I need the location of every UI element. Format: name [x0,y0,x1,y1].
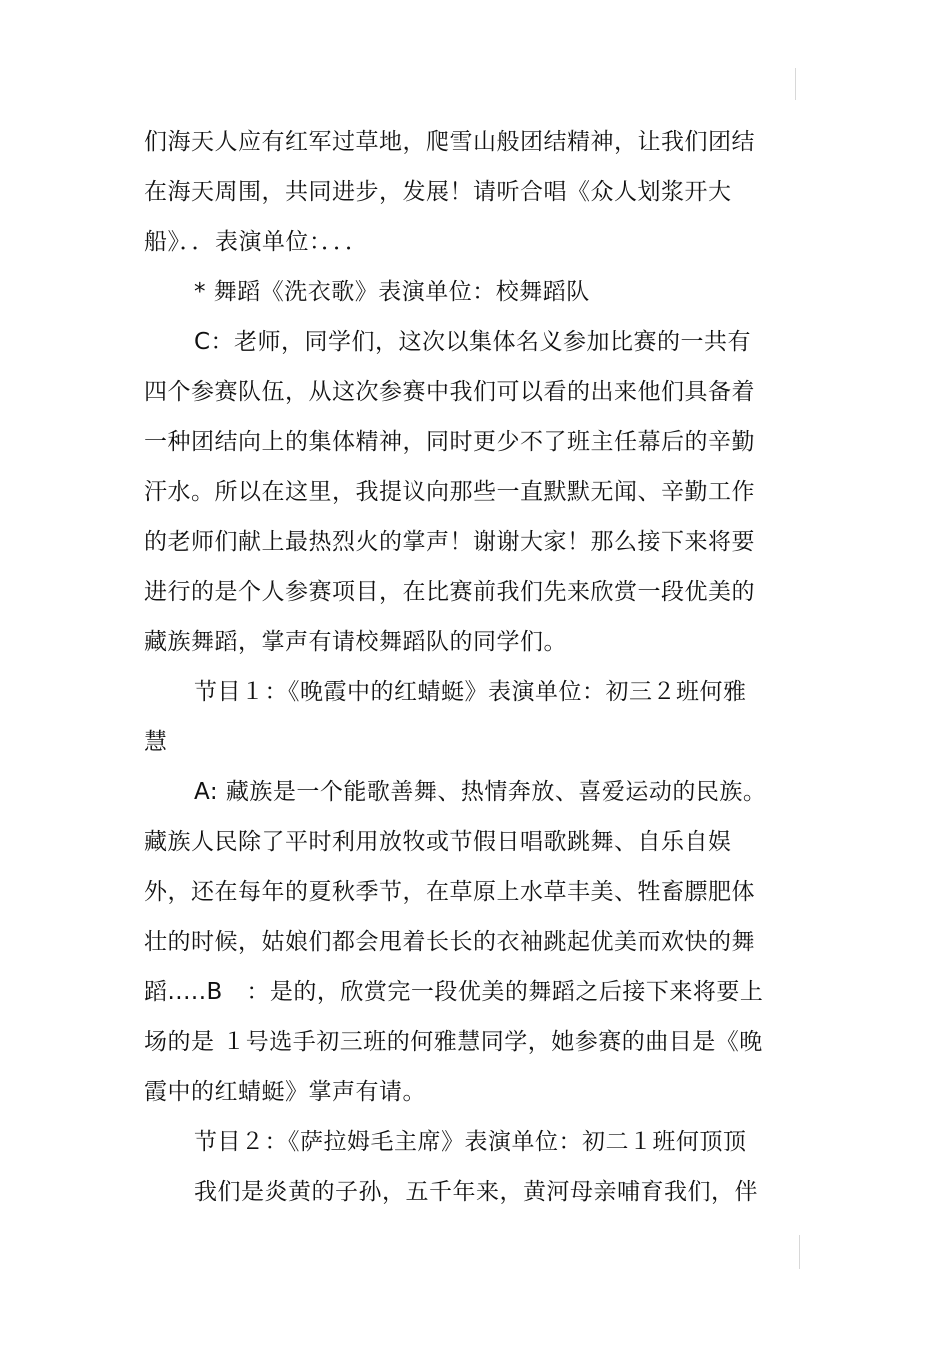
text-line: 一种团结向上的集体精神，同时更少不了班主任幕后的辛勤 [144,429,755,455]
text-line: 藏族舞蹈，掌声有请校舞蹈队的同学们。 [144,629,567,655]
text-line: 我们是炎黄的子孙，五千年来，黄河母亲哺育我们，伴 [194,1179,758,1205]
text-line: 场的是 １号选手初三班的何雅慧同学，她参赛的曲目是《晚 [144,1029,763,1055]
text-line: 慧 [144,729,168,755]
program-item: * 舞蹈《洗衣歌》表演单位：校舞蹈队 [194,279,590,305]
text-line: 霞中的红蜻蜓》掌声有请。 [144,1079,426,1105]
page-edge-mark-bottom [799,1235,800,1269]
page-edge-mark-top [795,68,796,100]
text-line: 藏族人民除了平时利用放牧或节假日唱歌跳舞、自乐自娱 [144,829,732,855]
text-line: 四个参赛队伍，从这次参赛中我们可以看的出来他们具备着 [144,379,755,405]
program-item: 节目２：《萨拉姆毛主席》表演单位：初二１班何顶顶 [194,1129,747,1155]
text-line: A: 藏族是一个能歌善舞、热情奔放、喜爱运动的民族。 [194,779,767,805]
program-item: 节目１：《晚霞中的红蜻蜓》表演单位：初三２班何雅 [194,679,747,705]
text-line: 进行的是个人参赛项目，在比赛前我们先来欣赏一段优美的 [144,579,755,605]
text-line: 壮的时候，姑娘们都会甩着长长的衣袖跳起优美而欢快的舞 [144,929,755,955]
text-line: 蹈.....B ：是的，欣赏完一段优美的舞蹈之后接下来将要上 [144,979,764,1005]
text-line: 船》．．表演单位：．．． [144,229,369,255]
text-line: 们海天人应有红军过草地，爬雪山般团结精神，让我们团结 [144,129,755,155]
text-line: 外，还在每年的夏秋季节，在草原上水草丰美、牲畜膘肥体 [144,879,755,905]
text-line: 的老师们献上最热烈火的掌声！谢谢大家！那么接下来将要 [144,529,755,555]
text-line: 在海天周围，共同进步，发展！请听合唱《众人划浆开大 [144,179,732,205]
text-line: C：老师，同学们，这次以集体名义参加比赛的一共有 [194,329,752,355]
text-line: 汗水。所以在这里，我提议向那些一直默默无闻、辛勤工作 [144,479,755,505]
